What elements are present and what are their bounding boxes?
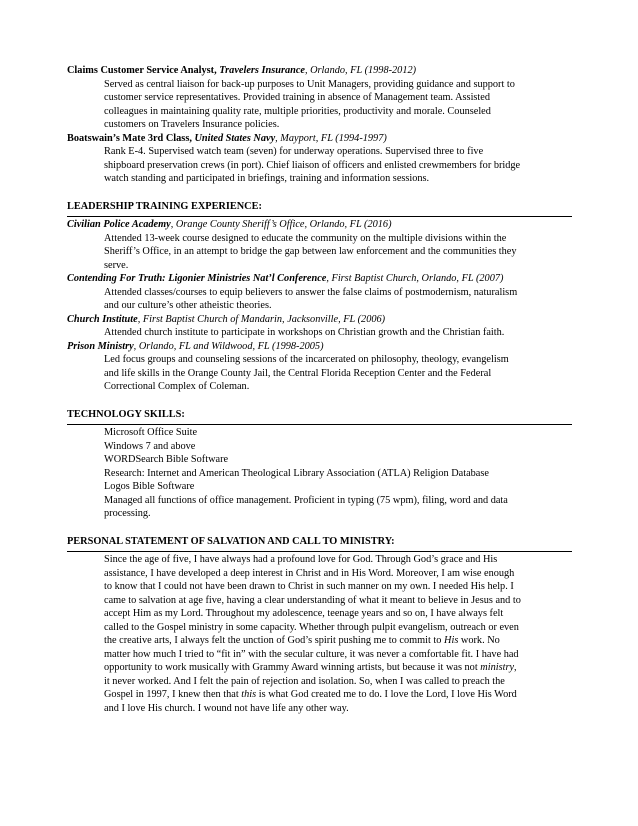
training-description-line: Attended classes/courses to equip believers to answer the false claims of postmodernism, naturalism [104, 286, 518, 298]
training-header [67, 313, 572, 327]
job-description-line: Rank E-4. Supervised watch team (seven) for underway operations. Supervised three to five [104, 146, 484, 157]
statement-line: assistance, I have developed a deep interest in Christ and in His Word. Moreover, I am wise enough [104, 567, 515, 579]
statement-line: and I love His church. I wound not have life any other way. [104, 702, 349, 714]
statement-text: is what God created me to do. I love the Lord, I love His Word [256, 689, 517, 700]
training-description-line: and life skills in the Orange County Jail, the Central Florida Reception Center and the Federal [104, 367, 492, 379]
training-header [67, 340, 572, 354]
training-meta: , First Baptist Church, Orlando, FL (2007) [326, 273, 504, 284]
section-heading-leadership: LEADERSHIP TRAINING EXPERIENCE: [67, 200, 262, 212]
statement-line: to know that I could not have been drawn to Christ in such manner on my own. I needed His help. I [104, 581, 514, 592]
statement-line [104, 634, 572, 648]
statement-line: matter how much I tried to “fit in” with the secular culture, it was never a comfortable fit. I have had [104, 648, 519, 660]
statement-line: came to salvation at age five, having a clear understanding of what it meant to believe in Jesus and to [104, 594, 521, 606]
training-description-line: serve. [104, 259, 129, 271]
training-description-line: Attended 13-week course designed to educate the community on the multiple divisions within the [104, 232, 507, 244]
training-description-line: Led focus groups and counseling sessions of the incarcerated on philosophy, theology, evangelism [104, 354, 509, 365]
training-header [67, 218, 572, 232]
training-name: Civilian Police Academy [67, 219, 171, 230]
job-header [67, 64, 572, 78]
job-header [67, 132, 572, 146]
job-description-line: customer service representatives. Provided training in absence of Management team. Assisted [104, 92, 491, 103]
skill-line: WORDSearch Bible Software [104, 454, 229, 465]
skill-line: Microsoft Office Suite [104, 427, 198, 438]
section-heading-salvation: PERSONAL STATEMENT OF SALVATION AND CALL TO MINISTRY: [67, 535, 395, 547]
training-description-line: Sheriff’s Office, in an attempt to bridge the gap between law enforcement and the communities they [104, 246, 517, 257]
job-title: Boatswain’s Mate 3rd Class, [67, 132, 192, 144]
job-organization: United States Navy [194, 132, 276, 144]
job-meta: , Mayport, FL (1994-1997) [275, 132, 387, 144]
job-description-line: shipboard preservation crews (in port). Chief liaison of officers and enlisted crewmembers for bridge [104, 159, 521, 171]
job-description-line: colleagues in maintaining quality rate, multiple priorities, productivity and morale. Counseled [104, 105, 491, 117]
statement-text: work. No [458, 635, 500, 646]
statement-text: opportunity to work musically with Grammy Award winning artists, but because it was not [104, 662, 481, 673]
spacer [67, 186, 572, 200]
statement-emphasis: this [241, 689, 257, 700]
skill-line: Logos Bible Software [104, 481, 195, 492]
job-organization: Travelers Insurance [219, 65, 305, 76]
training-name: Prison Ministry [67, 340, 134, 352]
statement-text: the creative arts, I always felt the unction of God’s spirit pushing me to commit to [104, 635, 445, 646]
resume-page [67, 64, 572, 715]
job-description-line: watch standing and participated in briefings, training and information sessions. [104, 173, 430, 184]
training-name: Contending For Truth: Ligonier Ministries Nat’l Conference [67, 273, 327, 284]
job-title: Claims Customer Service Analyst, [67, 65, 217, 76]
section-divider [67, 551, 572, 552]
statement-line [104, 661, 572, 675]
statement-line: Since the age of five, I have always had a profound love for God. Through God’s grace and His [104, 554, 498, 565]
spacer [67, 394, 572, 408]
training-description-line: and our culture’s other atheistic theories. [104, 300, 272, 311]
statement-line: accept Him as my Lord. Throughout my adolescence, teenage years and so on, I have always felt [104, 608, 504, 619]
statement-text: , [514, 662, 517, 673]
training-header [67, 272, 572, 286]
training-description-line: Attended church institute to participate in workshops on Christian growth and the Christian faith. [104, 327, 505, 338]
skill-line: processing. [104, 508, 151, 519]
training-meta: , First Baptist Church of Mandarin, Jacksonville, FL (2006) [137, 313, 386, 325]
training-meta: , Orlando, FL and Wildwood, FL (1998-2005) [133, 340, 324, 352]
training-meta: , Orange County Sheriff’s Office, Orlando, FL (2016) [170, 219, 392, 230]
statement-line: it never worked. And I felt the pain of rejection and isolation. So, when I was called to preach the [104, 675, 505, 687]
training-name: Church Institute [67, 313, 138, 325]
job-meta: , Orlando, FL (1998-2012) [304, 65, 417, 76]
skill-line: Research: Internet and American Theological Library Association (ATLA) Religion Database [104, 467, 489, 479]
statement-text: Gospel in 1997, I knew then that [104, 689, 242, 700]
section-divider [67, 424, 572, 425]
statement-line [104, 688, 572, 702]
section-divider [67, 216, 572, 217]
section-heading-technology: TECHNOLOGY SKILLS: [67, 408, 185, 420]
job-description-line: Served as central liaison for back-up purposes to Unit Managers, providing guidance and support to [104, 78, 515, 90]
statement-emphasis: His [444, 635, 459, 646]
job-description-line: customers on Travelers Insurance policies. [104, 119, 280, 130]
skill-line: Managed all functions of office management. Proficient in typing (75 wpm), filing, word and data [104, 494, 508, 506]
spacer [67, 521, 572, 535]
statement-line: called to the Gospel ministry in some capacity. Whether through pulpit evangelism, outreach or even [104, 621, 519, 633]
skill-line: Windows 7 and above [104, 440, 196, 452]
statement-emphasis: ministry [480, 662, 515, 673]
training-description-line: Correctional Complex of Coleman. [104, 381, 250, 392]
